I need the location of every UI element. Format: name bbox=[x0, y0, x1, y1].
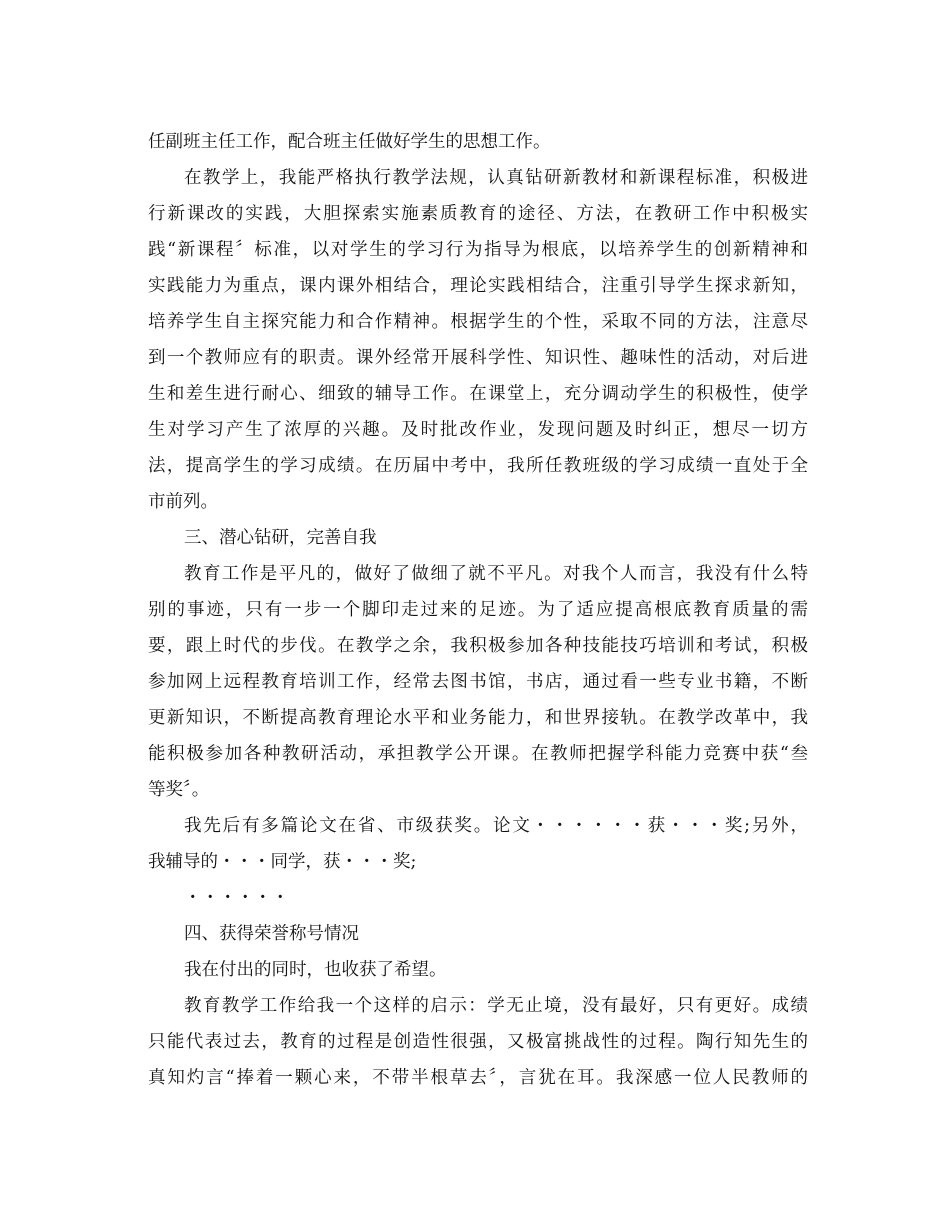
text-line: 任副班主任工作，配合班主任做好学生的思想工作。 bbox=[148, 132, 551, 152]
text-line: 参加网上远程教育培训工作，经常去图书馆，书店，通过看一些专业书籍，不断 bbox=[148, 672, 808, 692]
text-line: 法，提高学生的学习成绩。在历届中考中，我所任教班级的学习成绩一直处于全 bbox=[148, 456, 808, 476]
text-line: 教育教学工作给我一个这样的启示：学无止境，没有最好，只有更好。成绩 bbox=[184, 996, 808, 1016]
text-line: 我先后有多篇论文在省、市级获奖。论文・・・・・・获・・・奖;另外， bbox=[184, 816, 808, 836]
text-line: 教育工作是平凡的，做好了做细了就不平凡。对我个人而言，我没有什么特 bbox=[184, 564, 808, 584]
text-line: ・・・・・・ bbox=[184, 888, 289, 908]
text-line: 要，跟上时代的步伐。在教学之余，我积极参加各种技能技巧培训和考试，积极 bbox=[148, 636, 808, 656]
text-line: 等奖〞。 bbox=[148, 780, 210, 800]
text-line: 我辅导的・・・同学，获・・・奖; bbox=[148, 852, 417, 872]
text-line: 能积极参加各种教研活动，承担教学公开课。在教师把握学科能力竞赛中获“叁 bbox=[148, 744, 808, 764]
text-line: 到一个教师应有的职责。课外经常开展科学性、知识性、趣味性的活动，对后进 bbox=[148, 348, 808, 368]
text-line: 四、获得荣誉称号情况 bbox=[184, 924, 359, 944]
text-line: 生和差生进行耐心、细致的辅导工作。在课堂上，充分调动学生的积极性，使学 bbox=[148, 384, 808, 404]
text-line: 践“新课程〞标准，以对学生的学习行为指导为根底，以培养学生的创新精神和 bbox=[148, 240, 808, 260]
text-line: 生对学习产生了浓厚的兴趣。及时批改作业，发现问题及时纠正，想尽一切方 bbox=[148, 420, 808, 440]
text-line: 市前列。 bbox=[148, 492, 218, 512]
text-line: 只能代表过去，教育的过程是创造性很强，又极富挑战性的过程。陶行知先生的 bbox=[148, 1032, 808, 1052]
text-line: 在教学上，我能严格执行教学法规，认真钻研新教材和新课程标准，积极进 bbox=[184, 168, 808, 188]
text-line: 培养学生自主探究能力和合作精神。根据学生的个性，采取不同的方法，注意尽 bbox=[148, 312, 808, 332]
text-line: 别的事迹，只有一步一个脚印走过来的足迹。为了适应提高根底教育质量的需 bbox=[148, 600, 808, 620]
text-line: 更新知识，不断提高教育理论水平和业务能力，和世界接轨。在教学改革中，我 bbox=[148, 708, 808, 728]
text-line: 我在付出的同时，也收获了希望。 bbox=[184, 960, 447, 980]
text-line: 行新课改的实践，大胆探索实施素质教育的途径、方法，在教研工作中积极实 bbox=[148, 204, 808, 224]
text-line: 真知灼言“捧着一颗心来，不带半根草去〞，言犹在耳。我深感一位人民教师的 bbox=[148, 1068, 808, 1088]
text-line: 实践能力为重点，课内课外相结合，理论实践相结合，注重引导学生探求新知， bbox=[148, 276, 808, 296]
document-body bbox=[148, 124, 808, 1096]
text-line: 三、潜心钻研，完善自我 bbox=[184, 528, 377, 548]
